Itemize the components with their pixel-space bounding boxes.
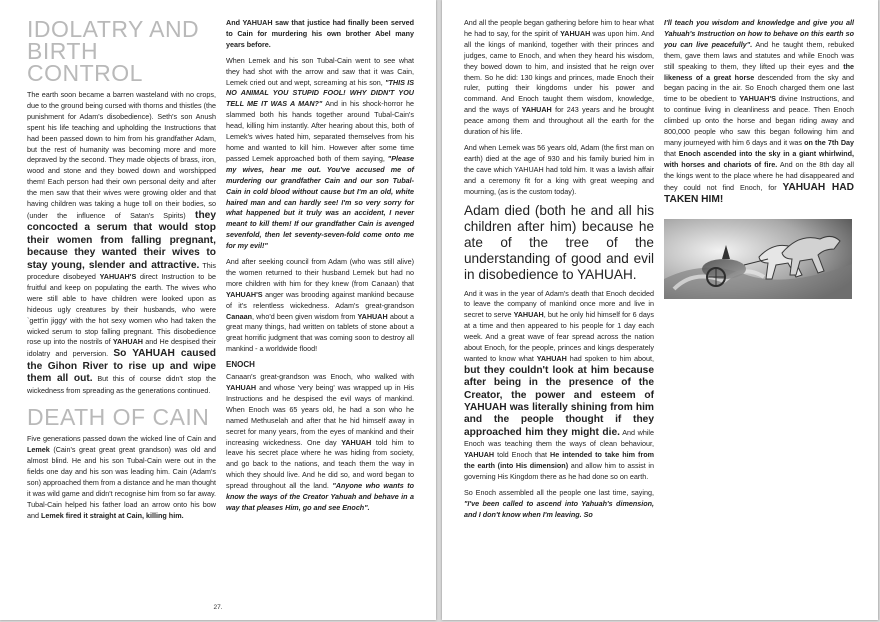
paragraph-ascension xyxy=(664,18,854,206)
text: And all the people began gathering before him to hear what he had to say, for the spirit of xyxy=(464,18,654,38)
name-canaan: Canaan xyxy=(226,311,252,321)
emphasis-text: YAHUAH HAD TAKEN HIM! xyxy=(664,181,854,205)
text: told Enoch that xyxy=(497,450,548,460)
text: The earth soon became a barren wasteland with no crops, due to the ground being cursed with thorns and thistles (the punishment for Adam's disobedience). Seth's son Anush spent his life teaching and upholding the Instructions that had been passed down to him from his grandfather Adam, but the rest of humanity was becoming more and more depraved by the second. They made objects of brass, iron, wood and stone and they bowed down and worshipped them! Each person had their own personal deity and after the men saw that their wives were growing older and that having children was taking a huge toll on their bodies, so (under the influence of Satan's Spirits) xyxy=(27,90,216,220)
text: and whose 'very being' was wrapped up in His Instructions and he despised the evil ways of mankind. When Enoch was 65 years old, he had a son who he named Methuselah and after that he hid himself away in secret for many years, from the eyes of mankind and their increasing wickedness. One day xyxy=(226,383,414,447)
text: And in his shock-horror he slammed both his hands together around Tubal-Cain's head, killing him instantly. After hearing about this, both of Lemek's wives hated him, separated themselves from his home and wanted to kill him. However after some time passed Lemek approached both of them saying, xyxy=(226,99,415,163)
heading-idolatry xyxy=(27,18,216,84)
right-page-column-2 xyxy=(664,18,854,303)
text: So Enoch assembled all the people one last time, saying, xyxy=(464,487,654,497)
bold-text: on the 7th Day xyxy=(804,137,855,147)
heading-death-of-cain: DEATH OF CAIN xyxy=(27,404,210,431)
heading-line-2: BIRTH CONTROL xyxy=(27,38,143,86)
quote: I'll teach you wisdom and knowledge and give you all Yahuah's Instruction on how to behave on this earth so you can live peacefully". xyxy=(664,18,854,49)
divine-name: YAHUAH xyxy=(521,105,552,115)
text: that xyxy=(664,148,676,158)
text: divine Instructions, and to continue living in cleanliness and peace. Then Enoch climbed up onto the horse and began riding away and 800,000 people who saw this began following him and many journeyed with him 6 days and it was xyxy=(664,94,854,147)
text: And while Enoch was teaching them the ways of clean behaviour, xyxy=(464,427,655,449)
text: and He despised their idolatry and perversion. xyxy=(27,337,216,359)
paragraph-adam-death: And when Lemek was 56 years old, Adam (the first man on earth) died at the age of 930 and his family buried him in the cave which YAHUAH had told him. It was a lavish affair and a ceremony fit for a king with great weeping and mourning, (as is the custom today). xyxy=(464,142,654,196)
text: for 243 years and he brought peace among them and throughout all the earth for the duration of his life. xyxy=(464,105,654,137)
divine-name: YAHUAH'S xyxy=(226,289,263,299)
divine-name: YAHUAH xyxy=(341,437,372,447)
heading-line-1: IDOLATRY AND xyxy=(27,16,200,42)
quote: "Please my wives, hear me out. You've accused me of murdering our grandfather Cain and our son Tubal-Cain in cold blood without cause but I'm an old, white haired man and can hardly see! I'm so very sorry for what happened but it truly was an accident, I never meant to kill them! If our grandfather Cain is avenged sevenfold, then let seventy-seven-fold come onto me for my evil!" xyxy=(226,153,414,251)
pull-quote: Adam died (both he and all his children after him) because he ate of the tree of the understanding of good and evil in disobedience to YAHUAH. xyxy=(464,202,654,282)
paragraph-justice xyxy=(226,18,414,51)
bold-text: the likeness of a great horse xyxy=(664,61,855,82)
emphasis-text: but they couldn't look at him because after being in the presence of the Creator, the power and esteem of YAHUAH was literally shining from him and the people thought if they approached him they might die. xyxy=(464,364,654,438)
paragraph-assembly xyxy=(464,488,654,521)
text: And he taught them, rebuked them, gave them laws and statutes and while Enoch was still speaking to them, they lifted up their eyes and xyxy=(664,39,855,71)
text: Five generations passed down the wicked line of Cain and xyxy=(27,434,216,444)
quote: "THIS IS NO ANIMAL YOU STUPID FOOL! WHY DIDN'T YOU TELL ME IT WAS A MAN?" xyxy=(226,77,414,109)
bold-text: And YAHUAH saw that justice had finally been served to Cain for murdering his own brother Abel many years before. xyxy=(226,18,414,49)
chariot-of-fire-illustration xyxy=(664,219,852,299)
bold-text: Lemek fired it straight at Cain, killing him. xyxy=(41,510,184,520)
text: And on the 8th day all the kings went to the place where he had disappeared and they could not find Enoch, for xyxy=(664,159,854,192)
divine-name: YAHUAH'S xyxy=(739,94,776,104)
divine-name: YAHUAH xyxy=(513,310,544,320)
left-page xyxy=(0,0,436,620)
text: Canaan's great-grandson was Enoch, who walked with xyxy=(226,372,414,382)
divine-name: YAHUAH xyxy=(226,383,257,392)
page-number: 27. xyxy=(213,604,223,611)
divine-name: YAHUAH xyxy=(357,311,388,321)
text: anger was brooding against mankind because of it's relentless wickedness. Adam's great-grandson xyxy=(226,289,414,310)
text: was upon him. And all the kings of mankind, together with their princes and judges, came to Enoch, and when they heard his wisdom, they bowed down to him, and insisted that he reign over them. So he did: 130 kings and princes, made Enoch their ruler, putting their kingdoms under his power and command. And Enoch taught them wisdom, knowledge, and the ways of xyxy=(464,28,655,115)
text: And it was in the year of Adam's death that Enoch decided to leave the company of mankind once more and live in secret to serve xyxy=(464,288,654,320)
paragraph-council xyxy=(226,257,414,355)
text: When Lemek and his son Tubal-Cain went to see what they had shot with the arrow and saw that it was Cain, Lemek cried out and wept, screaming at his son, xyxy=(226,55,414,87)
paragraph-lemek xyxy=(226,56,414,252)
text: had spoken to him about, xyxy=(569,353,655,363)
subheading-enoch: ENOCH xyxy=(226,360,255,370)
right-page-column-1 xyxy=(464,18,654,526)
divine-name: YAHUAH xyxy=(464,450,495,460)
text: (Cain's great great great grandson) was old and almost blind. He and his son Tubal-Cain were out in the fields one day and his son was leading him. Cain (Adam's son) approached them from a distance and he man thought it was wild game and didn't recognise him from so far away. Tubal-Cain helped his father load an arrow onto his bow and xyxy=(27,445,217,520)
divine-name: YAHUAH'S xyxy=(99,272,137,281)
left-page-column-2 xyxy=(226,18,414,519)
text: And after seeking council from Adam (who was still alive) the women returned to their husband Lemek but had no more children with him for they knew (from Canaan) that xyxy=(226,257,414,288)
quote: "Anyone who wants to know the ways of the Creator Yahuah and behave in a way that pleases Him, go and see Enoch". xyxy=(226,481,414,512)
divine-name: YAHUAH xyxy=(112,337,143,347)
bold-text: He intended to take him from the earth (into His dimension) xyxy=(464,450,655,471)
quote: "I've been called to ascend into Yahuah's dimension, and I don't know when I'm leaving. So xyxy=(464,498,654,519)
right-page xyxy=(442,0,878,620)
text: told him to leave his secret place where he was hiding from society, and go back to the nations, and teach them the way in which they should live. And he did so, and word began to spread throughout all the land. xyxy=(226,437,415,491)
text: descended from the sky and began pacing in the air. So Enoch charged them one last time to be obedient to xyxy=(664,72,855,104)
left-page-column-1 xyxy=(27,18,216,527)
paragraph-death-of-cain xyxy=(27,434,216,521)
text: , who'd been given wisdom from xyxy=(251,311,356,321)
paragraph-idolatry xyxy=(27,90,216,396)
text: But this of course didn't stop the wickedness from spreading as the generations continued. xyxy=(27,374,217,395)
emphasis-text: So YAHUAH caused the Gihon River to rise up and wipe them all out. xyxy=(27,348,217,385)
text: and allow him to assist in governing His Kingdom there as he had done so on earth. xyxy=(464,461,654,481)
emphasis-text: they concocted a serum that would stop their women from falling pregnant, because they wanted their wives to stay young, slender and attractive. xyxy=(27,209,216,271)
text: , but he only hid himself for 6 days at a time and then appeared to his people for 1 day each week. And a great wave of fear spread across the nation about Enoch, for the people, princes and kings desperately wanted to know what xyxy=(464,310,654,363)
paragraph-enoch-hiding xyxy=(464,289,654,483)
text: direct Instruction to be fruitful and keep on populating the earth. The wives who were still able to have children were looked upon as hideous ugly creatures by their husbands, who were `gett'in jiggy' with the hot sexy women who had taken the wicked serum to stop falling pregnant. This disobedience rose up into the nostrils of xyxy=(27,272,217,347)
name-lemek: Lemek xyxy=(27,445,50,455)
text: This procedure disobeyed xyxy=(27,260,216,281)
text: about a great many things, had written on tablets of stone about a great horrific judgment that was coming soon to destroy all mankind - a worldwide flood! xyxy=(226,311,414,354)
bold-text: Enoch ascended into the sky in a giant whirlwind, with horses and chariots of fire. xyxy=(664,148,855,169)
divine-name: YAHUAH xyxy=(560,28,591,38)
paragraph-enoch xyxy=(226,372,414,514)
paragraph-gathering xyxy=(464,18,654,138)
divine-name: YAHUAH xyxy=(536,353,567,363)
